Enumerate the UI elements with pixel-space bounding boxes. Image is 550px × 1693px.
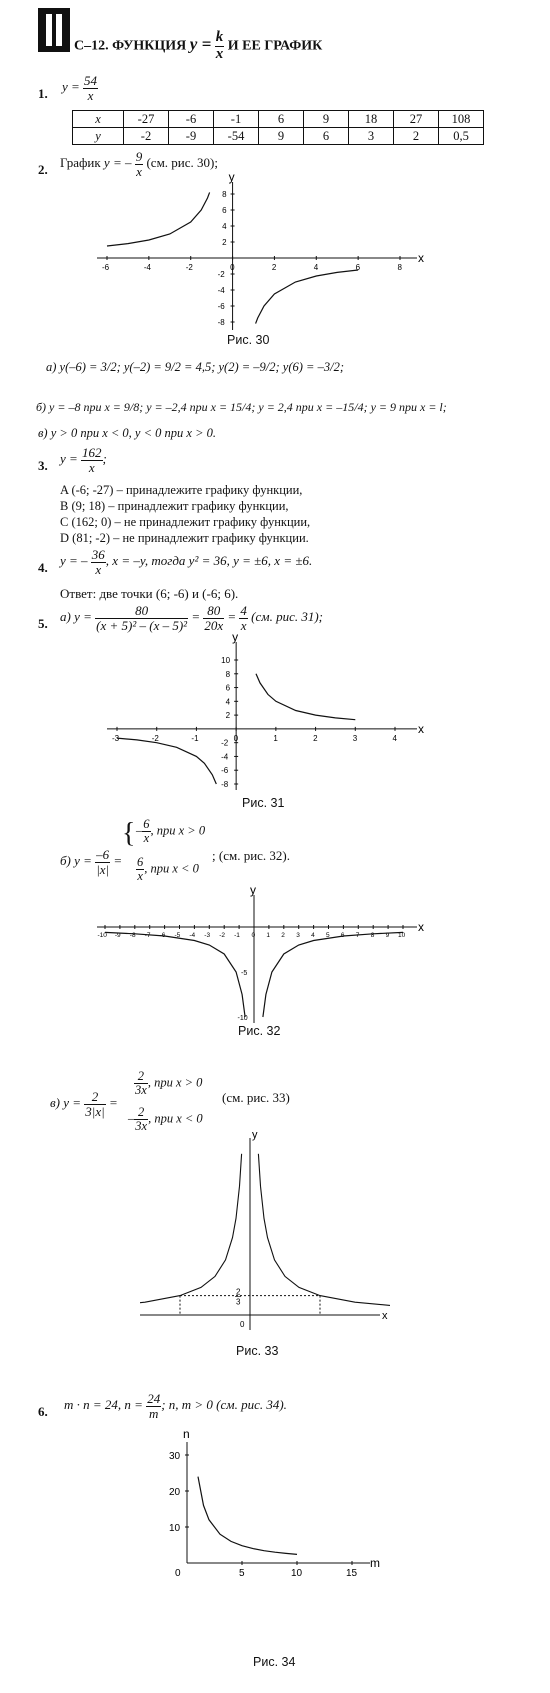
section-logo [38, 8, 70, 52]
y-tick-label: 30 [169, 1451, 181, 1462]
page-title: С–12. ФУНКЦИЯ y = $\frac{k}{x}$ И ЕЕ ГРАФИК [74, 29, 323, 62]
problem5v-tail: (см. рис. 33) [222, 1090, 290, 1105]
chart-fig34 [165, 1428, 385, 1578]
problem5b-formula: б) y = $\frac{-6}{|x|}$ = [60, 847, 123, 877]
problem6-formula: m · n = 24, n = $\frac{24}{m}$ ; n, m > 0 (см. рис. 34). [64, 1391, 287, 1421]
problem5b-case1: – $\frac{6}{x}$ , при x > 0 [136, 817, 206, 846]
y-axis-label: y [232, 632, 239, 644]
y-tick-label: -8 [221, 780, 229, 789]
series-line [140, 1154, 242, 1306]
x-tick-label: 2 [281, 932, 285, 939]
table-cell: 9 [259, 128, 304, 145]
y-tick-label: 6 [222, 206, 227, 215]
x-tick-label: -1 [234, 932, 240, 939]
problem2-part-b: б) y = –8 при x = 9/8; y = –2,4 при x = 15/4; y = 2,4 при x = –15/4; y = 9 при x = l; [36, 400, 447, 414]
y-tick-label: -6 [221, 766, 229, 776]
problem-number: 5. [38, 616, 48, 631]
x-tick-label: 6 [340, 932, 345, 939]
series-line [258, 1154, 390, 1306]
table-header-cell: y [73, 128, 124, 145]
y-tick-label: 8 [225, 669, 231, 679]
x-tick-label: 6 [355, 263, 361, 272]
y-tick-label: -2 [217, 270, 225, 279]
figure-caption: Рис. 31 [242, 796, 285, 810]
x-tick-label: 3 [352, 733, 358, 743]
table-cell: -54 [214, 128, 259, 145]
y-tick-label: 8 [222, 190, 227, 199]
x-tick-label: -2 [151, 733, 159, 743]
x-axis-label: x [382, 1310, 388, 1322]
problem5b-tail: ; (см. рис. 32). [212, 848, 290, 863]
figure-caption: Рис. 30 [227, 333, 270, 347]
x-tick-label: -9 [114, 932, 121, 939]
y-tick-label: 4 [225, 697, 231, 707]
x-axis-label: m [370, 1556, 380, 1570]
series-line [117, 738, 216, 784]
y-tick-label: -6 [217, 302, 225, 311]
y-tick-label: 2 [225, 711, 231, 721]
y-axis-label: y [250, 885, 256, 897]
figure-caption: Рис. 33 [236, 1344, 279, 1358]
table-cell: 6 [259, 111, 304, 128]
x-tick-label: 8 [370, 932, 375, 939]
brace: { [122, 818, 136, 849]
x-tick-label: -2 [185, 263, 193, 272]
x-tick-label: -6 [159, 932, 166, 939]
table-cell: -27 [124, 111, 169, 128]
x-tick-label: 1 [273, 733, 278, 743]
x-tick-label: 2 [313, 733, 318, 743]
x-tick-label: -5 [174, 932, 181, 939]
table-cell: -6 [169, 111, 214, 128]
x-axis-label: x [418, 920, 424, 934]
series-line [263, 932, 403, 1017]
x-tick-label: 10 [398, 932, 406, 939]
y-tick-label: 2 [236, 1287, 241, 1297]
x-tick-label: 4 [311, 932, 315, 939]
table-cell: 2 [394, 128, 439, 145]
problem4-formula: y = – $\frac{36}{x}$ , x = –y, тогда y² = 36, y = ±6, x = ±6. [60, 547, 313, 577]
x-axis-label: x [418, 721, 424, 736]
x-tick-label: 3 [296, 932, 300, 939]
series-line [107, 192, 210, 246]
problem-number: 1. [38, 86, 48, 101]
x-tick-label: -4 [143, 263, 151, 272]
x-tick-label: -3 [204, 932, 211, 939]
x-tick-label: -10 [97, 932, 107, 939]
y-tick-label: -5 [241, 970, 248, 977]
x-tick-label: -4 [189, 932, 196, 939]
y-tick-label: -4 [221, 752, 229, 762]
x-tick-label: 4 [313, 263, 319, 272]
problem5a-formula: а) y = $\frac{80}{\text{(x + 5)² – (x – 5)²}}$ = $\frac{80}{20x}$ = $\frac{4}{x}$ (см. рис. 31); [60, 603, 323, 633]
x-axis-label: x [418, 251, 424, 265]
problem5v-formula: в) y = $\frac{2}{3|x|}$ = [50, 1089, 118, 1119]
x-tick-label: 10 [291, 1568, 303, 1578]
y-axis-label: n [183, 1428, 190, 1441]
table-cell: -2 [124, 128, 169, 145]
x-tick-label: 15 [346, 1568, 358, 1578]
x-tick-label: 0 [175, 1568, 181, 1578]
x-tick-label: 5 [326, 932, 330, 939]
series-line [256, 674, 355, 720]
problem-number: 3. [38, 458, 48, 473]
origin-label: 0 [240, 1320, 245, 1329]
y-tick-label: 20 [169, 1487, 181, 1498]
series-line [256, 270, 359, 324]
x-tick-label: 7 [355, 932, 360, 939]
table-cell: 3 [349, 128, 394, 145]
table-header-cell: x [73, 111, 124, 128]
x-tick-label: 5 [239, 1568, 245, 1578]
y-tick-label: -2 [221, 738, 229, 748]
chart-fig33 [140, 1130, 390, 1335]
x-tick-label: -2 [219, 932, 225, 939]
x-tick-label: -3 [112, 733, 120, 743]
y-tick-label: 10 [221, 656, 231, 665]
problem2-part-v: в) y > 0 при x < 0, y < 0 при x > 0. [38, 426, 217, 440]
table-cell: 18 [349, 111, 394, 128]
chart-fig30 [95, 172, 425, 332]
x-tick-label: 0 [233, 733, 239, 743]
problem2-part-a: а) y(–6) = 3/2; y(–2) = 9/2 = 4,5; y(2) = –9/2; y(6) = –3/2; [46, 360, 344, 374]
y-axis-label: y [252, 1130, 258, 1141]
table-cell: 108 [439, 111, 484, 128]
y-tick-label: -10 [237, 1015, 248, 1022]
problem3-points: A (-6; -27) – принадлежите графику функции, B (9; 18) – принадлежит графику функции, C (162; 0) – не принадлежит графику функции, D (81; -2) – не принадлежит графику функции. [60, 483, 311, 545]
problem5v-case2: – $\frac{2}{3x}$ , при x < 0 [128, 1105, 203, 1134]
chart-fig32 [95, 885, 425, 1025]
problem1-formula: y = $\frac{54}{x}$ [62, 73, 98, 103]
x-tick-label: 8 [397, 263, 402, 272]
y-tick-label: 6 [225, 683, 231, 693]
x-tick-label: 0 [251, 932, 256, 939]
x-tick-label: 0 [230, 263, 235, 272]
x-tick-label: -8 [129, 932, 136, 939]
problem4-answer: Ответ: две точки (6; -6) и (-6; 6). [60, 586, 239, 601]
problem2-statement: График y = – $\frac{9}{x}$ (см. рис. 30); [60, 149, 218, 179]
x-tick-label: -1 [191, 733, 199, 743]
y-tick-label: 3 [236, 1297, 241, 1307]
x-tick-label: -7 [144, 932, 151, 939]
problem-number: 4. [38, 560, 48, 575]
x-tick-label: 2 [271, 263, 277, 272]
table-cell: -9 [169, 128, 214, 145]
x-tick-label: -6 [102, 263, 110, 272]
x-tick-label: 4 [392, 733, 397, 743]
problem5v-case1: $\frac{2}{3x}$ , при x > 0 [135, 1069, 203, 1098]
series-line [198, 1477, 297, 1555]
table-cell: 9 [304, 111, 349, 128]
problem-number: 2. [38, 162, 48, 177]
y-tick-label: 2 [222, 238, 227, 247]
problem-number: 6. [38, 1404, 48, 1419]
chart-fig31 [105, 632, 425, 792]
y-tick-label: 4 [222, 222, 227, 231]
table-cell: 0,5 [439, 128, 484, 145]
problem5b-case2: $\frac{6}{x}$ , при x < 0 [137, 855, 199, 884]
y-tick-label: -8 [217, 318, 225, 327]
y-tick-label: -4 [217, 286, 225, 295]
x-tick-label: 1 [266, 932, 271, 939]
table-cell: 6 [304, 128, 349, 145]
series-line [105, 932, 248, 1017]
figure-caption: Рис. 32 [238, 1024, 281, 1038]
table-cell: -1 [214, 111, 259, 128]
y-axis-label: y [228, 172, 235, 184]
value-table [72, 110, 484, 145]
y-tick-label: 10 [169, 1523, 181, 1534]
figure-caption: Рис. 34 [253, 1655, 296, 1669]
x-tick-label: 9 [385, 932, 390, 939]
problem3-formula: y = $\frac{162}{x}$ ; [60, 445, 107, 475]
table-cell: 27 [394, 111, 439, 128]
